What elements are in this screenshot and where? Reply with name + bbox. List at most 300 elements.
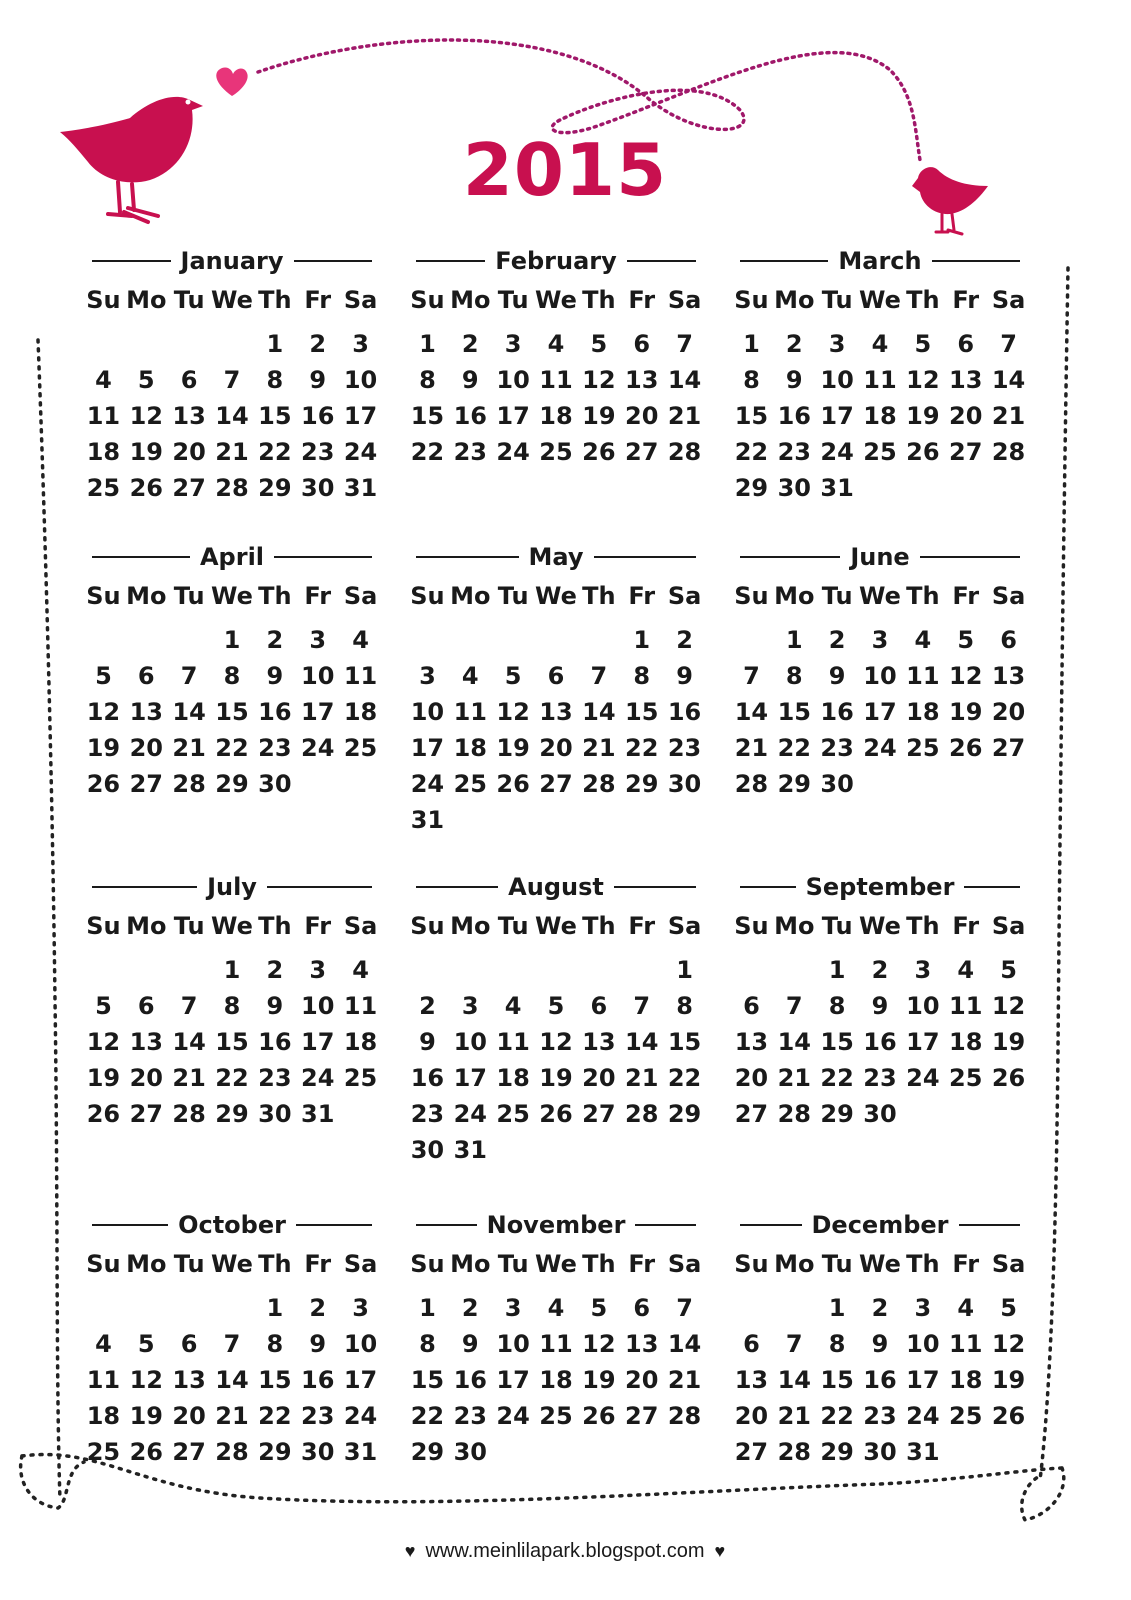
footer-heart-left-icon: ♥ [404,1541,416,1561]
calendar-year-title: 2015 [462,128,668,212]
day-cell: 22 [215,734,249,762]
day-cell: 10 [906,992,940,1020]
day-cell: 14 [991,366,1026,394]
weekday-label: Mo [774,582,815,610]
day-cell: 22 [820,1064,854,1092]
weekday-label: Su [410,582,445,610]
day-cell: 26 [949,734,983,762]
day-cell: 7 [180,992,198,1020]
day-cell: 6 [743,1330,760,1358]
day-cell: 3 [504,1294,522,1322]
weekday-label: Sa [991,582,1026,610]
day-cell: 21 [734,734,769,762]
day-cell: 23 [301,438,335,466]
day-cell: 11 [539,1330,573,1358]
day-cell: 12 [582,1330,616,1358]
day-cell: 25 [496,1100,530,1128]
day-cell: 17 [820,402,854,430]
month-name: July [207,873,257,901]
weekday-label: We [211,912,253,940]
heart-icon [216,67,247,96]
day-cell: 28 [215,474,249,502]
weekday-label: Mo [126,1250,167,1278]
day-cell: 9 [309,1330,327,1358]
day-cell: 5 [504,662,522,690]
weekday-row [406,582,706,610]
day-cell: 8 [828,992,846,1020]
day-cell: 23 [777,438,811,466]
day-cell: 7 [633,992,651,1020]
empty-day-cell [125,1290,168,1326]
day-cell: 4 [352,626,369,654]
weekday-label: We [535,1250,577,1278]
day-cell: 25 [539,438,573,466]
weekday-label: Sa [991,286,1026,314]
weekday-label: Su [86,1250,121,1278]
day-cell: 14 [777,1028,811,1056]
month-may [406,540,706,838]
day-cell: 22 [734,438,769,466]
day-cell: 3 [352,330,369,358]
weekday-label: Fr [952,912,980,940]
day-cell: 20 [539,734,573,762]
day-cell: 3 [914,956,932,984]
day-cell: 27 [734,1100,769,1128]
day-cell: 5 [1000,956,1017,984]
day-cell: 13 [172,402,206,430]
empty-day-cell [535,622,578,658]
weekday-label: Sa [343,286,378,314]
weekday-label: Th [906,286,940,314]
day-cell: 8 [419,1330,436,1358]
day-cell: 13 [991,662,1026,690]
month-name: June [850,543,910,571]
day-cell: 6 [633,1294,651,1322]
day-cell: 26 [86,1100,121,1128]
day-cell: 4 [352,956,369,984]
day-cell: 29 [820,1100,854,1128]
day-cell: 31 [301,1100,335,1128]
divider [296,1224,372,1226]
weekday-label: Su [410,1250,445,1278]
day-cell: 22 [258,1402,292,1430]
empty-day-cell [773,952,816,988]
day-cell: 3 [352,1294,369,1322]
day-cell: 8 [266,1330,284,1358]
weekday-row [82,582,382,610]
day-cell: 15 [820,1366,854,1394]
day-cell: 5 [137,366,155,394]
day-cell: 31 [820,474,854,502]
weekday-row [406,1250,706,1278]
day-cell: 1 [266,1294,284,1322]
weekday-row [730,1250,1030,1278]
day-cell: 24 [863,734,897,762]
day-cell: 27 [734,1438,769,1466]
day-cell: 15 [625,698,659,726]
day-cell: 29 [410,1438,445,1466]
day-cell: 6 [137,662,155,690]
empty-day-cell [82,326,125,362]
frame-bottom-left-curl [21,1456,84,1508]
weekday-row [730,912,1030,940]
weekday-label: We [211,582,253,610]
day-cell: 14 [734,698,769,726]
empty-day-cell [168,622,211,658]
weekday-label: Th [906,582,940,610]
day-cell: 13 [582,1028,616,1056]
day-cell: 20 [172,438,206,466]
weekday-label: Mo [450,912,491,940]
weekday-label: Th [582,912,616,940]
weekday-row [82,912,382,940]
day-cell: 16 [777,402,811,430]
day-cell: 13 [734,1028,769,1056]
day-cell: 30 [301,474,335,502]
divider [416,556,519,558]
day-cell: 5 [95,662,112,690]
day-cell: 7 [1000,330,1017,358]
day-cell: 18 [453,734,487,762]
weekday-label: Su [410,912,445,940]
month-december [730,1208,1030,1470]
day-cell: 22 [777,734,811,762]
day-cell: 11 [949,1330,983,1358]
frame-bottom-right-curl [1022,1468,1064,1520]
day-cell: 1 [828,956,846,984]
weekday-label: Tu [497,1250,529,1278]
divider [267,886,372,888]
day-cell: 26 [86,770,121,798]
day-cell: 6 [1000,626,1017,654]
day-cell: 11 [949,992,983,1020]
day-cell: 12 [86,1028,121,1056]
day-cell: 1 [828,1294,846,1322]
day-cell: 12 [582,366,616,394]
day-cell: 26 [496,770,530,798]
month-header [730,1208,1030,1242]
day-cell: 8 [633,662,651,690]
day-cell: 5 [914,330,932,358]
day-cell: 22 [410,438,445,466]
day-cell: 23 [258,1064,292,1092]
weekday-label: Sa [343,912,378,940]
day-cell: 27 [172,1438,206,1466]
divider [740,1224,802,1226]
day-cell: 30 [453,1438,487,1466]
day-cell: 18 [86,438,121,466]
day-cell: 18 [863,402,897,430]
weekday-label: Su [734,912,769,940]
empty-day-cell [406,622,449,658]
weekday-label: Th [906,1250,940,1278]
empty-day-cell [535,952,578,988]
day-cell: 21 [582,734,616,762]
day-cell: 21 [172,734,206,762]
day-cell: 21 [625,1064,659,1092]
empty-day-cell [773,1290,816,1326]
day-cell: 6 [743,992,760,1020]
day-cell: 4 [95,1330,112,1358]
day-cell: 4 [957,1294,975,1322]
day-cell: 19 [86,734,121,762]
divider [416,886,498,888]
day-cell: 12 [991,992,1026,1020]
weekday-label: Sa [667,582,702,610]
day-cell: 9 [828,662,846,690]
day-cell: 20 [734,1402,769,1430]
day-cell: 22 [410,1402,445,1430]
month-august [406,870,706,1168]
day-cell: 3 [461,992,479,1020]
day-cell: 24 [343,1402,378,1430]
day-grid [406,326,706,470]
day-cell: 17 [496,402,530,430]
weekday-label: Fr [304,912,332,940]
day-grid [406,952,706,1168]
day-cell: 1 [223,956,241,984]
empty-day-cell [620,952,663,988]
weekday-label: Th [582,1250,616,1278]
day-cell: 12 [129,1366,163,1394]
day-cell: 1 [419,330,436,358]
day-cell: 26 [906,438,940,466]
day-cell: 12 [539,1028,573,1056]
weekday-label: We [859,912,901,940]
empty-day-cell [730,622,773,658]
empty-day-cell [168,1290,211,1326]
day-cell: 23 [410,1100,445,1128]
day-cell: 21 [777,1064,811,1092]
day-cell: 11 [453,698,487,726]
day-cell: 25 [949,1064,983,1092]
empty-day-cell [82,1290,125,1326]
day-cell: 11 [343,992,378,1020]
month-header [406,540,706,574]
month-june [730,540,1030,802]
day-cell: 13 [129,1028,163,1056]
weekday-label: Sa [667,912,702,940]
day-cell: 7 [676,1294,693,1322]
weekday-label: Th [906,912,940,940]
empty-day-cell [492,622,535,658]
day-cell: 29 [258,474,292,502]
weekday-label: We [535,582,577,610]
weekday-label: Tu [497,582,529,610]
day-cell: 17 [301,698,335,726]
month-name: August [508,873,604,901]
day-cell: 28 [172,1100,206,1128]
month-name: March [838,247,922,275]
day-cell: 22 [667,1064,702,1092]
month-name: October [178,1211,286,1239]
day-cell: 20 [949,402,983,430]
empty-day-cell [730,952,773,988]
empty-day-cell [125,622,168,658]
day-cell: 2 [871,1294,889,1322]
day-cell: 21 [667,1366,702,1394]
day-cell: 28 [667,438,702,466]
weekday-label: We [211,1250,253,1278]
day-cell: 18 [906,698,940,726]
day-cell: 11 [496,1028,530,1056]
day-cell: 25 [86,474,121,502]
weekday-label: Tu [173,582,205,610]
day-cell: 24 [301,1064,335,1092]
day-cell: 27 [129,770,163,798]
month-name: November [486,1211,626,1239]
day-cell: 18 [86,1402,121,1430]
day-cell: 14 [215,1366,249,1394]
day-cell: 16 [863,1366,897,1394]
weekday-label: Sa [667,286,702,314]
day-cell: 15 [258,1366,292,1394]
day-cell: 6 [590,992,608,1020]
month-header [82,540,382,574]
day-cell: 2 [266,626,284,654]
day-cell: 28 [777,1100,811,1128]
day-cell: 13 [539,698,573,726]
day-cell: 2 [461,1294,479,1322]
day-cell: 10 [343,1330,378,1358]
day-cell: 28 [582,770,616,798]
empty-day-cell [406,952,449,988]
day-cell: 3 [309,626,327,654]
day-cell: 16 [863,1028,897,1056]
day-cell: 29 [667,1100,702,1128]
footer-heart-right-icon: ♥ [714,1541,726,1561]
empty-day-cell [211,1290,254,1326]
day-cell: 9 [419,1028,436,1056]
day-cell: 30 [863,1100,897,1128]
day-cell: 4 [547,330,565,358]
day-grid [82,326,382,506]
day-cell: 24 [410,770,445,798]
day-cell: 29 [215,1100,249,1128]
weekday-label: Mo [774,912,815,940]
day-cell: 24 [301,734,335,762]
day-cell: 27 [625,1402,659,1430]
empty-day-cell [577,952,620,988]
day-cell: 21 [215,1402,249,1430]
day-cell: 30 [863,1438,897,1466]
divider [92,886,197,888]
day-cell: 26 [991,1064,1026,1092]
day-cell: 23 [453,438,487,466]
day-cell: 24 [496,1402,530,1430]
day-cell: 9 [266,992,284,1020]
day-cell: 10 [906,1330,940,1358]
day-cell: 18 [343,698,378,726]
day-cell: 16 [258,1028,292,1056]
day-cell: 2 [871,956,889,984]
day-cell: 10 [820,366,854,394]
day-cell: 17 [410,734,445,762]
divider [740,886,796,888]
divider [274,556,372,558]
day-cell: 25 [949,1402,983,1430]
month-name: February [495,247,617,275]
day-cell: 20 [734,1064,769,1092]
day-cell: 2 [309,1294,327,1322]
weekday-label: Fr [952,582,980,610]
weekday-label: Sa [343,582,378,610]
weekday-label: We [211,286,253,314]
empty-day-cell [577,622,620,658]
day-cell: 6 [137,992,155,1020]
day-cell: 28 [667,1402,702,1430]
day-cell: 28 [991,438,1026,466]
day-cell: 17 [496,1366,530,1394]
day-cell: 13 [172,1366,206,1394]
day-cell: 7 [223,1330,241,1358]
day-cell: 20 [625,402,659,430]
day-grid [82,1290,382,1470]
weekday-label: We [859,286,901,314]
frame-left-dotted-line [38,340,60,1500]
weekday-label: Tu [821,286,853,314]
day-cell: 30 [777,474,811,502]
divider [416,260,485,262]
day-cell: 24 [496,438,530,466]
day-cell: 2 [461,330,479,358]
day-cell: 15 [258,402,292,430]
empty-day-cell [492,952,535,988]
weekday-label: Mo [126,286,167,314]
day-cell: 26 [582,438,616,466]
weekday-label: Tu [821,582,853,610]
weekday-label: Tu [173,286,205,314]
day-cell: 5 [137,1330,155,1358]
day-cell: 26 [991,1402,1026,1430]
day-cell: 9 [676,662,693,690]
day-grid [406,622,706,838]
day-cell: 19 [496,734,530,762]
month-name: January [180,247,284,275]
day-cell: 23 [820,734,854,762]
weekday-label: Tu [173,912,205,940]
weekday-label: Su [86,912,121,940]
weekday-label: Th [258,286,292,314]
day-cell: 16 [410,1064,445,1092]
weekday-row [406,286,706,314]
month-january [82,244,382,506]
weekday-label: Mo [774,1250,815,1278]
day-cell: 7 [180,662,198,690]
day-cell: 9 [461,1330,479,1358]
day-cell: 25 [453,770,487,798]
month-name: December [811,1211,949,1239]
weekday-label: Tu [173,1250,205,1278]
day-cell: 1 [266,330,284,358]
day-cell: 7 [785,1330,803,1358]
weekday-label: Su [86,582,121,610]
day-cell: 8 [676,992,693,1020]
day-cell: 9 [871,1330,889,1358]
empty-day-cell [449,622,492,658]
month-october [82,1208,382,1470]
day-cell: 25 [343,734,378,762]
footer-url[interactable]: www.meinlilapark.blogspot.com [425,1540,705,1562]
day-cell: 20 [582,1064,616,1092]
divider [740,556,840,558]
day-cell: 11 [539,366,573,394]
day-cell: 2 [785,330,803,358]
day-cell: 1 [419,1294,436,1322]
day-cell: 16 [453,402,487,430]
day-cell: 20 [991,698,1026,726]
divider [92,260,171,262]
